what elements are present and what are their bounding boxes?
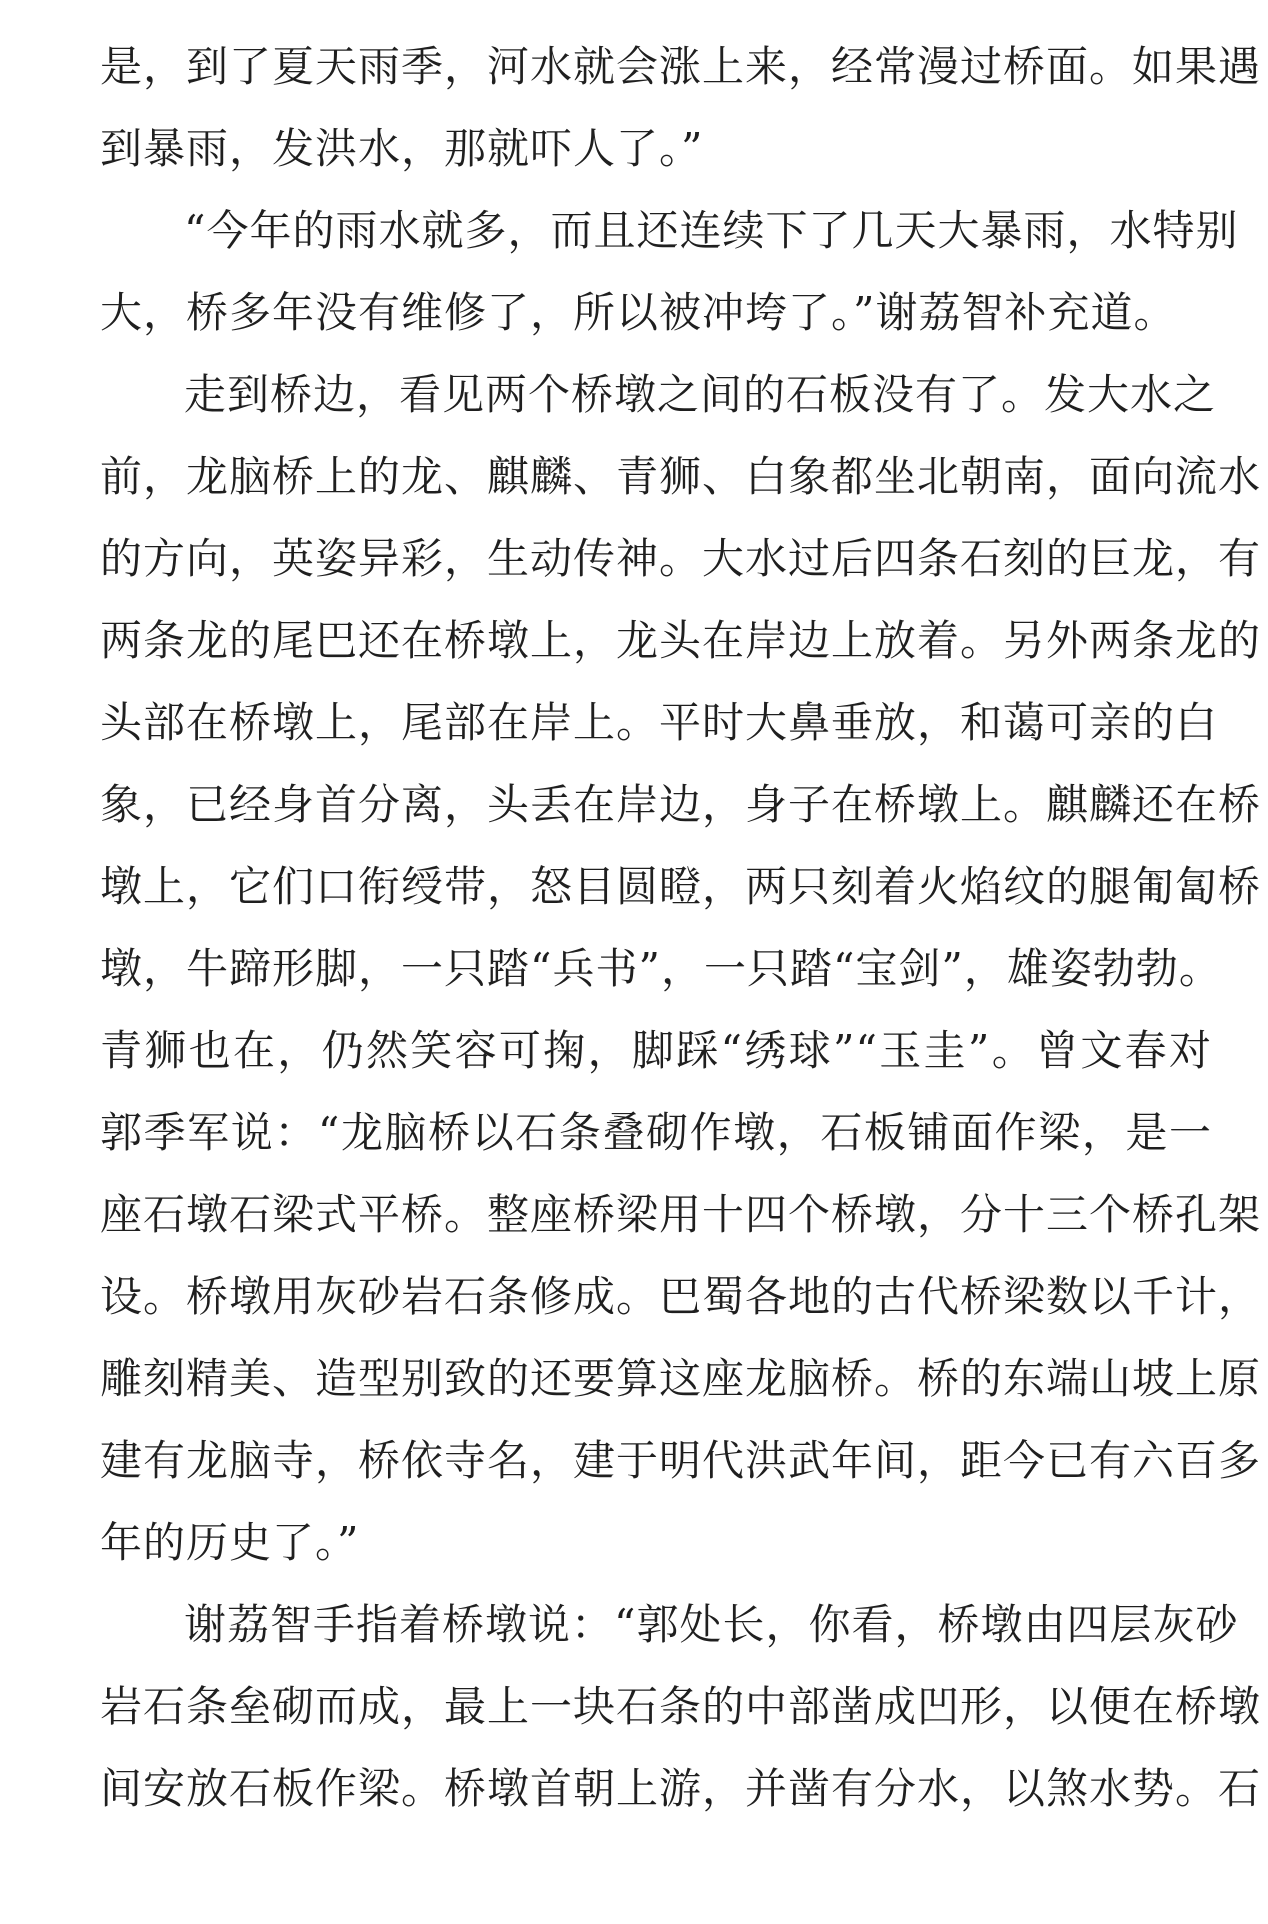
text-line: 两条龙的尾巴还在桥墩上，龙头在岸边上放着。另外两条龙的 bbox=[100, 616, 1262, 665]
text-line: 设。桥墩用灰砂岩石条修成。巴蜀各地的古代桥梁数以千计， bbox=[100, 1272, 1262, 1321]
text-line: 墩上，它们口衔绶带，怒目圆瞪，两只刻着火焰纹的腿匍匐桥 bbox=[100, 862, 1262, 911]
text-line: 青狮也在，仍然笑容可掬，脚踩“绣球”“玉圭”。曾文春对 bbox=[100, 1026, 1212, 1075]
text-line: 岩石条垒砌而成，最上一块石条的中部凿成凹形，以便在桥墩 bbox=[100, 1682, 1262, 1731]
text-line: 年的历史了。” bbox=[100, 1518, 360, 1567]
text-line: 雕刻精美、造型别致的还要算这座龙脑桥。桥的东端山坡上原 bbox=[100, 1354, 1262, 1403]
text-line: 谢荔智手指着桥墩说：“郭处长，你看，桥墩由四层灰砂 bbox=[184, 1600, 1239, 1649]
text-line: 象，已经身首分离，头丢在岸边，身子在桥墩上。麒麟还在桥 bbox=[100, 780, 1262, 829]
text-line: 头部在桥墩上，尾部在岸上。平时大鼻垂放，和蔼可亲的白 bbox=[100, 698, 1219, 747]
text-line: 走到桥边，看见两个桥墩之间的石板没有了。发大水之 bbox=[184, 370, 1217, 419]
text-line: 的方向，英姿异彩，生动传神。大水过后四条石刻的巨龙，有 bbox=[100, 534, 1262, 583]
text-line: 间安放石板作梁。桥墩首朝上游，并凿有分水，以煞水势。石 bbox=[100, 1764, 1262, 1813]
text-line: “今年的雨水就多，而且还连续下了几天大暴雨，水特别 bbox=[184, 206, 1239, 255]
text-line: 到暴雨，发洪水，那就吓人了。” bbox=[100, 124, 704, 173]
body-text bbox=[100, 26, 1262, 1830]
text-line: 建有龙脑寺，桥依寺名，建于明代洪武年间，距今已有六百多 bbox=[100, 1436, 1262, 1485]
text-line: 墩，牛蹄形脚，一只踏“兵书”，一只踏“宝剑”，雄姿勃勃。 bbox=[100, 944, 1222, 993]
text-line: 是，到了夏天雨季，河水就会涨上来，经常漫过桥面。如果遇 bbox=[100, 42, 1262, 91]
text-line: 座石墩石梁式平桥。整座桥梁用十四个桥墩，分十三个桥孔架 bbox=[100, 1190, 1262, 1239]
text-line: 郭季军说：“龙脑桥以石条叠砌作墩，石板铺面作梁，是一 bbox=[100, 1108, 1212, 1157]
text-line: 大，桥多年没有维修了，所以被冲垮了。”谢荔智补充道。 bbox=[100, 288, 1177, 337]
text-line: 前，龙脑桥上的龙、麒麟、青狮、白象都坐北朝南，面向流水 bbox=[100, 452, 1262, 501]
